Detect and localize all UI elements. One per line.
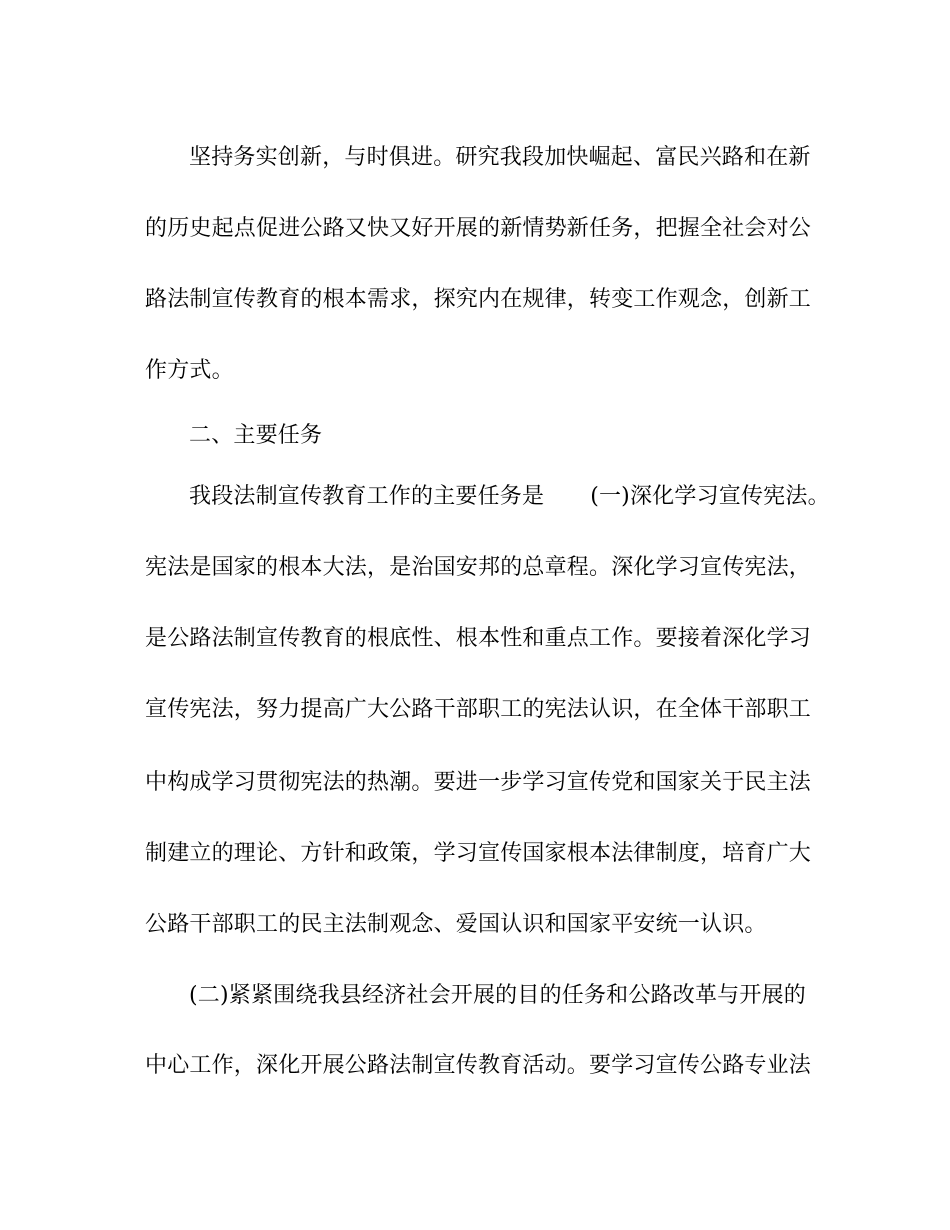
paragraph-line: 作方式。 <box>145 358 234 383</box>
paragraph-line: (二)紧紧围绕我县经济社会开展的目的任务和公路改革与开展的 <box>189 983 806 1008</box>
paragraph-line: 路法制宣传教育的根本需求，探究内在规律，转变工作观念，创新工 <box>145 287 812 312</box>
paragraph-line: 坚持务实创新，与时俱进。研究我段加快崛起、富民兴路和在新 <box>189 145 811 170</box>
paragraph-line: 宪法是国家的根本大法，是治国安邦的总章程。深化学习宣传宪法， <box>145 555 812 580</box>
subsection-heading: (一)深化学习宣传宪法。 <box>590 484 830 509</box>
paragraph-line: 是公路法制宣传教育的根底性、根本性和重点工作。要接着深化学习 <box>145 626 812 651</box>
paragraph-line: 中构成学习贯彻宪法的热潮。要进一步学习宣传党和国家关于民主法 <box>145 770 812 795</box>
paragraph-line: 中心工作，深化开展公路法制宣传教育活动。要学习宣传公路专业法 <box>145 1053 812 1078</box>
section-heading: 二、主要任务 <box>189 423 323 448</box>
paragraph-line <box>189 482 830 512</box>
paragraph-line: 制建立的理论、方针和政策，学习宣传国家根本法律制度，培育广大 <box>145 841 812 866</box>
task-intro: 我段法制宣传教育工作的主要任务是 <box>189 484 545 509</box>
paragraph-line: 的历史起点促进公路又快又好开展的新情势新任务，把握全社会对公 <box>145 216 812 241</box>
paragraph-line: 宣传宪法，努力提高广大公路干部职工的宪法认识，在全体干部职工 <box>145 697 812 722</box>
paragraph-line: 公路干部职工的民主法制观念、爱国认识和国家平安统一认识。 <box>145 912 767 937</box>
